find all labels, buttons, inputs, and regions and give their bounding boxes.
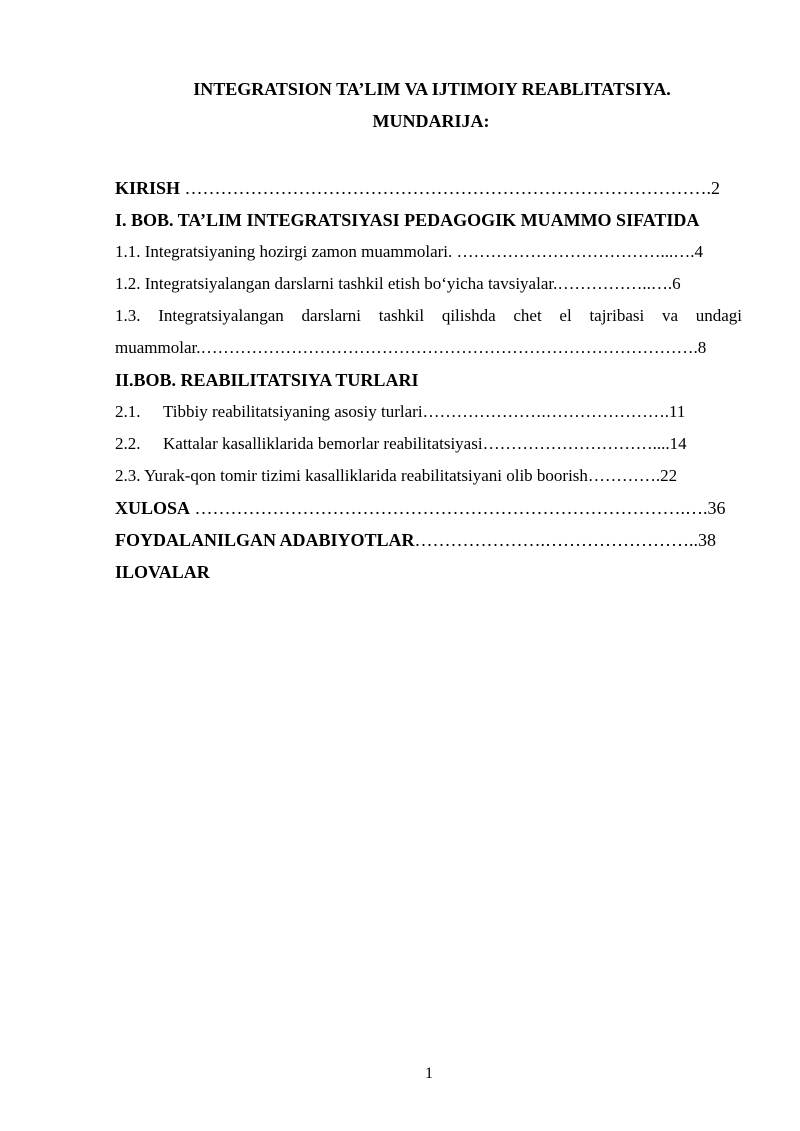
toc-section-number: 2.2. bbox=[115, 434, 141, 453]
toc-entry-label: KIRISH bbox=[115, 178, 181, 198]
toc-section-text: 2.3. Yurak-qon tomir tizimi kasalliklarida reabilitatsiyani olib boorish………….22 bbox=[115, 466, 678, 485]
page-number: 1 bbox=[425, 1065, 433, 1082]
toc-section-2-1 bbox=[115, 396, 742, 428]
toc-entry-foydalanilgan-adabiyotlar bbox=[115, 524, 742, 556]
toc-entry-kirish bbox=[115, 172, 742, 204]
toc-section-text: muammolar.…………………………………………………………………………….8 bbox=[115, 338, 707, 357]
toc-section-text: Tibbiy reabilitatsiyaning asosiy turlari………………….………………….11 bbox=[163, 402, 686, 421]
toc-entry-label: XULOSA bbox=[115, 498, 191, 518]
toc-entry-ilovalar bbox=[115, 556, 742, 588]
toc-entry-xulosa bbox=[115, 492, 742, 524]
toc-section-2-2 bbox=[115, 428, 742, 460]
toc-chapter-label: II.BOB. REABILITATSIYA TURLARI bbox=[115, 370, 419, 390]
toc-chapter-label: I. BOB. TA’LIM INTEGRATSIYASI PEDAGOGIK MUAMMO SIFATIDA bbox=[115, 210, 700, 230]
toc-section-text: Kattalar kasalliklarida bemorlar reabilitatsiyasi…………………………....14 bbox=[163, 434, 687, 453]
toc-chapter-1 bbox=[115, 204, 742, 236]
toc-section-1-2 bbox=[115, 268, 742, 300]
toc-section-text: 1.1. Integratsiyaning hozirgi zamon muammolari. ………………………………...….4 bbox=[115, 242, 703, 261]
toc-section-1-3-line2 bbox=[115, 332, 742, 364]
toc-entry-label: ILOVALAR bbox=[115, 562, 210, 582]
toc-chapter-2 bbox=[115, 364, 742, 396]
toc-section-1-1 bbox=[115, 236, 742, 268]
table-of-contents bbox=[115, 172, 742, 588]
toc-section-2-3 bbox=[115, 460, 742, 492]
toc-section-number: 2.1. bbox=[115, 402, 141, 421]
document-title: INTEGRATSION TA’LIM VA IJTIMOIY REABLITATSIYA. bbox=[193, 79, 671, 99]
toc-section-1-3-line1: 1.3. Integratsiyalangan darslarni tashkil qilishda chet el tajribasi va undagi bbox=[115, 306, 742, 325]
contents-heading: MUNDARIJA: bbox=[372, 111, 490, 131]
toc-entry-label: FOYDALANILGAN ADABIYOTLAR bbox=[115, 530, 415, 550]
toc-entry-leader: ………………….……………………..38 bbox=[414, 530, 717, 550]
toc-entry-leader: …………………………………………………………………………….2 bbox=[180, 178, 721, 198]
toc-entry-leader: ……………………………………………………………………….….36 bbox=[190, 498, 726, 518]
toc-section-text: 1.2. Integratsiyalangan darslarni tashkil etish bo‘yicha tavsiyalar.……………..….6 bbox=[115, 274, 681, 293]
